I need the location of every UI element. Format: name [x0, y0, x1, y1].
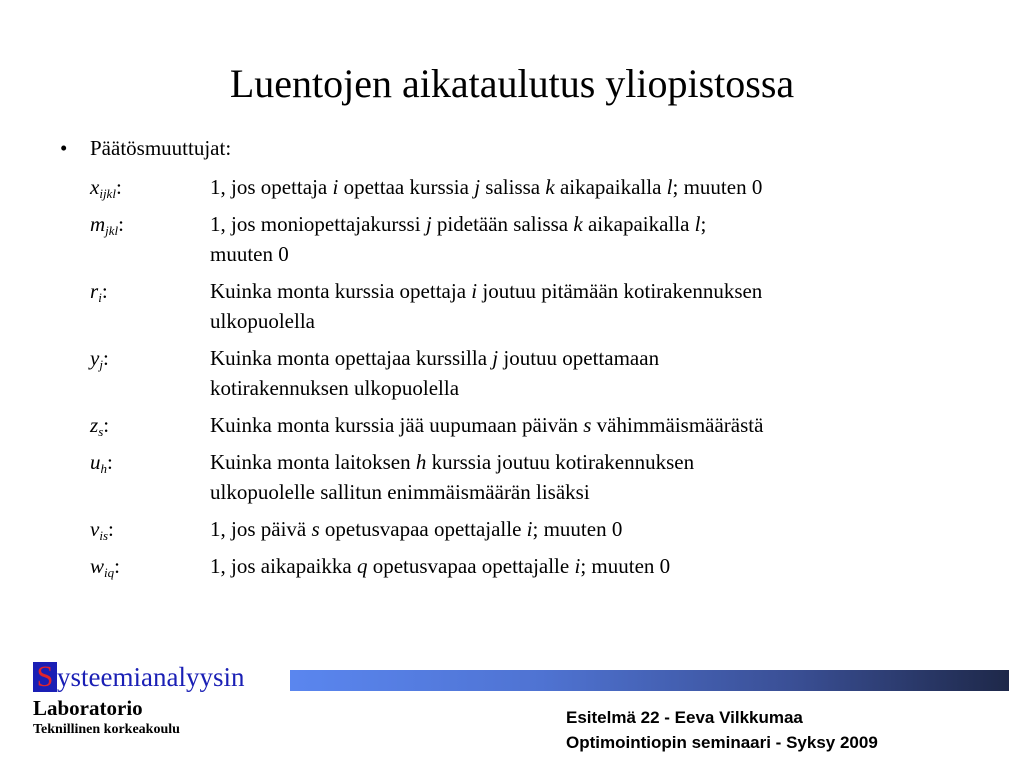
- desc-y: Kuinka monta opettajaa kurssilla j joutuu opettamaan kotirakennuksen ulkopuolella: [210, 346, 660, 400]
- definition-m: [90, 209, 910, 269]
- definition-x: [90, 172, 910, 202]
- definition-r: [90, 276, 910, 336]
- sal-logo: [33, 662, 244, 692]
- term-m: $m_{jkl}$:: [90, 212, 125, 238]
- term-u: $u_h$:: [90, 450, 113, 476]
- logo-s-block: S: [33, 662, 57, 692]
- definitions-list: [90, 172, 910, 588]
- desc-u: Kuinka monta laitoksen h kurssia joutuu kotirakennuksen ulkopuolelle sallitun enimmäismäärän lisäksi: [210, 450, 695, 504]
- logo-laboratorio: Laboratorio: [33, 696, 143, 720]
- logo-text: ysteemianalyysin: [57, 662, 245, 692]
- term-r: $r_i$:: [90, 279, 108, 305]
- footer-gradient-bar: [290, 670, 1009, 691]
- definition-w: [90, 551, 910, 581]
- logo-school: Teknillinen korkeakoulu: [33, 722, 180, 737]
- footer-seminar: Optimointiopin seminaari - Syksy 2009: [566, 733, 878, 752]
- desc-x: 1, jos opettaja i opettaa kurssia j salissa k aikapaikalla l; muuten 0: [210, 175, 763, 199]
- term-x: $x_{ijkl}$:: [90, 175, 122, 201]
- definition-v: [90, 514, 910, 544]
- term-w: $w_{iq}$:: [90, 554, 120, 580]
- slide-title: Luentojen aikataulutus yliopistossa: [229, 61, 795, 106]
- desc-m: 1, jos moniopettajakurssi j pidetään salissa k aikapaikalla l; muuten 0: [210, 212, 707, 266]
- bullet-dot: •: [60, 136, 68, 160]
- desc-z: Kuinka monta kurssia jää uupumaan päivän s vähimmäismäärästä: [210, 413, 764, 437]
- bullet-label: Päätösmuuttujat:: [90, 136, 232, 160]
- footer-presentation: Esitelmä 22 - Eeva Vilkkumaa: [566, 708, 803, 727]
- desc-v: 1, jos päivä s opetusvapaa opettajalle i; muuten 0: [210, 517, 623, 541]
- desc-w: 1, jos aikapaikka q opetusvapaa opettajalle i; muuten 0: [210, 554, 671, 578]
- term-v: $v_{is}$:: [90, 517, 114, 543]
- term-z: $z_s$:: [90, 413, 110, 439]
- term-y: $y_j$:: [90, 346, 109, 372]
- bullet-decision-variables: [60, 134, 231, 162]
- definition-u: [90, 447, 910, 507]
- definition-z: [90, 410, 910, 440]
- desc-r: Kuinka monta kurssia opettaja i joutuu pitämään kotirakennuksen ulkopuolella: [210, 279, 763, 333]
- definition-y: [90, 343, 910, 403]
